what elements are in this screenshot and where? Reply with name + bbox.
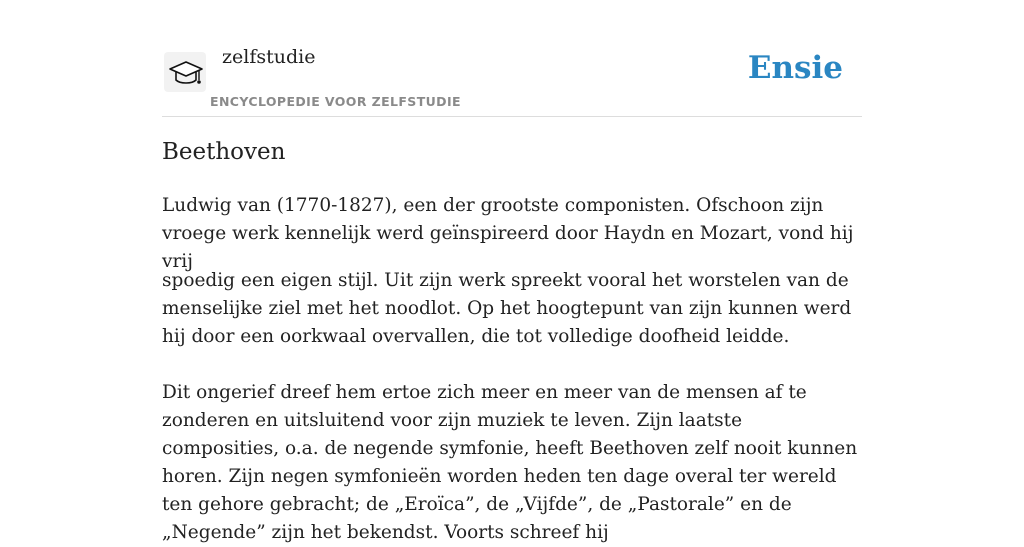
graduation-cap-icon[interactable] xyxy=(164,52,206,92)
site-name[interactable]: zelfstudie xyxy=(222,46,316,68)
article-paragraph: Ludwig van (1770-1827), een der grootste componisten. Ofschoon zijn vroege werk kennelijk werd geïnspireerd door Haydn en Mozart, vond hij vrij xyxy=(162,195,854,272)
brand-logo-link[interactable]: Ensie xyxy=(747,50,843,86)
site-header xyxy=(162,0,862,117)
site-tagline: ENCYCLOPEDIE VOOR ZELFSTUDIE xyxy=(210,94,461,109)
page-container xyxy=(162,0,862,543)
article-paragraph: Dit ongerief dreef hem ertoe zich meer en meer van de mensen af te zonderen en uitsluitend voor zijn muziek te leven. Zijn laatste composities, o.a. de negende symfonie, heeft Beethoven zelf nooit kunnen horen. Zijn negen symfonieën worden heden ten dage overal ter wereld ten gehore gebracht; de „Eroïca”, de „Vijfde”, de „Pastorale” en de „Negende” zijn het bekendst. Voorts schreef hij xyxy=(162,382,858,543)
article-title: Beethoven xyxy=(162,139,286,165)
article-paragraph: spoedig een eigen stijl. Uit zijn werk spreekt vooral het worstelen van de menselijke ziel met het noodlot. Op het hoogtepunt van zijn kunnen werd hij door een oorkwaal overvallen, die tot volledige doofheid leidde. xyxy=(162,270,852,347)
